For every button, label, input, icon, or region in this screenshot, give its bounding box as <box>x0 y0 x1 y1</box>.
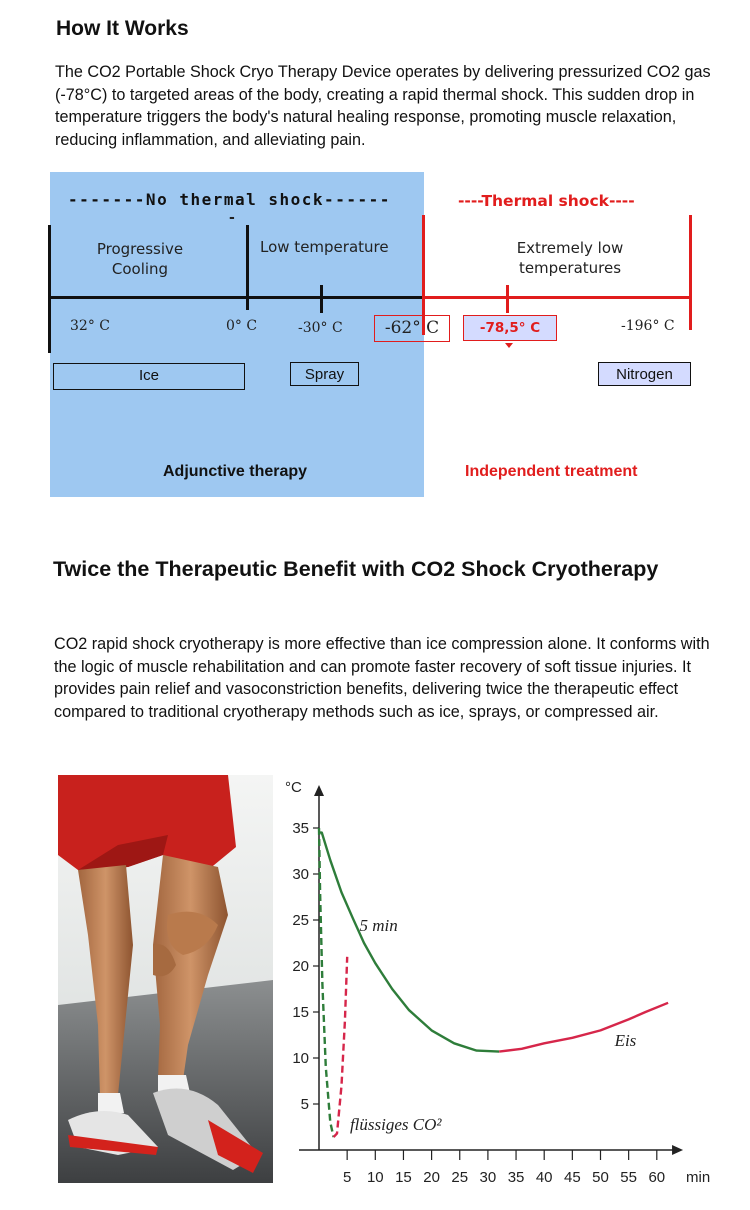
x-axis-arrow <box>672 1145 683 1155</box>
method-ice: Ice <box>53 363 245 390</box>
y-axis-label: °C <box>285 779 302 796</box>
runner-calf-photo <box>58 775 273 1183</box>
x-tick-label: 25 <box>451 1169 469 1186</box>
header-dash: - <box>229 210 235 226</box>
series-1-segment-green <box>319 828 334 1137</box>
tick-minus-30 <box>320 285 323 313</box>
temperature-scale-red <box>422 296 692 299</box>
pointer-marker-icon <box>505 343 513 349</box>
x-tick-label: 15 <box>395 1169 412 1186</box>
y-tick-label: 35 <box>292 820 309 837</box>
how-it-works-paragraph: The CO2 Portable Shock Cryo Therapy Device operates by delivering pressurized CO2 gas (-78°C) to targeted areas of the body, creating a rapid thermal shock. This sudden drop in temperature triggers the body's natural healing response, promoting muscle relaxation, reducing inflammation, and alleviating pain. <box>55 63 711 149</box>
x-tick-label: 20 <box>423 1169 440 1186</box>
y-tick-label: 30 <box>292 866 309 883</box>
x-tick-label: 45 <box>564 1169 581 1186</box>
x-tick-label: 10 <box>366 1169 384 1186</box>
temp-minus-196: -196° C <box>621 318 675 334</box>
annotation-5-min: 5 min <box>359 916 398 936</box>
series-0-segment-green <box>319 833 499 1052</box>
y-tick-label: 15 <box>292 1004 309 1021</box>
y-tick-label: 20 <box>292 958 309 975</box>
method-nitrogen: Nitrogen <box>598 362 691 386</box>
chart-svg <box>280 770 740 1190</box>
temp-box-minus-78 <box>463 315 557 341</box>
no-thermal-shock-zone <box>50 172 424 497</box>
zone-progressive-cooling: Progressive Cooling <box>96 240 184 278</box>
y-tick-label: 5 <box>300 1096 309 1113</box>
x-tick-label: 30 <box>479 1169 497 1186</box>
temperature-scale-black <box>48 296 425 299</box>
divider-right <box>689 215 692 330</box>
method-spray: Spray <box>290 362 359 386</box>
zone-low-temperature: Low temperature <box>260 238 389 256</box>
x-tick-label: 60 <box>648 1169 666 1186</box>
no-thermal-shock-header: -------No thermal shock------ <box>68 190 391 209</box>
temp-minus-30: -30° C <box>298 320 343 336</box>
temp-32: 32° C <box>70 318 110 334</box>
temp-0: 0° C <box>226 318 258 334</box>
y-tick-label: 25 <box>292 912 309 929</box>
tick-minus-78 <box>506 285 509 313</box>
independent-treatment-label: Independent treatment <box>465 463 638 480</box>
series-0-segment-red <box>499 1003 668 1052</box>
x-axis-label: min <box>686 1169 711 1186</box>
temp-minus-62: -62° C <box>384 318 440 338</box>
temp-minus-78: -78,5° C <box>479 320 541 336</box>
thermal-shock-header: ----Thermal shock---- <box>458 192 635 210</box>
x-tick-label: 55 <box>620 1169 637 1186</box>
x-tick-label: 5 <box>342 1169 352 1186</box>
x-tick-label: 35 <box>507 1169 525 1186</box>
temperature-curve-chart <box>280 770 740 1190</box>
adjunctive-therapy-label: Adjunctive therapy <box>163 463 308 480</box>
x-tick-label: 40 <box>535 1169 553 1186</box>
section-title-how-it-works: How It Works <box>56 17 189 40</box>
section-title-twice-benefit: Twice the Therapeutic Benefit with CO2 Shock Cryotherapy <box>53 557 659 581</box>
annotation-eis: Eis <box>614 1031 637 1051</box>
zone-extremely-low: Extremely low temperatures <box>516 239 624 277</box>
series-1-segment-red <box>334 957 348 1137</box>
thermal-shock-diagram <box>0 170 750 500</box>
temp-box-minus-62 <box>374 315 450 342</box>
y-axis-arrow <box>314 785 324 796</box>
x-tick-label: 50 <box>592 1169 609 1186</box>
annotation-co2: flüssiges CO² <box>349 1114 442 1134</box>
divider-left <box>48 225 51 353</box>
y-tick-label: 10 <box>292 1050 309 1067</box>
benefit-paragraph: CO2 rapid shock cryotherapy is more effective than ice compression alone. It conforms with the logic of muscle rehabilitation and can promote faster recovery of soft tissue injuries. It provides pain relief and vasoconstriction benefits, delivering twice the therapeutic effect compared to traditional cryotherapy methods such as ice, sprays, or compressed air. <box>54 635 710 721</box>
